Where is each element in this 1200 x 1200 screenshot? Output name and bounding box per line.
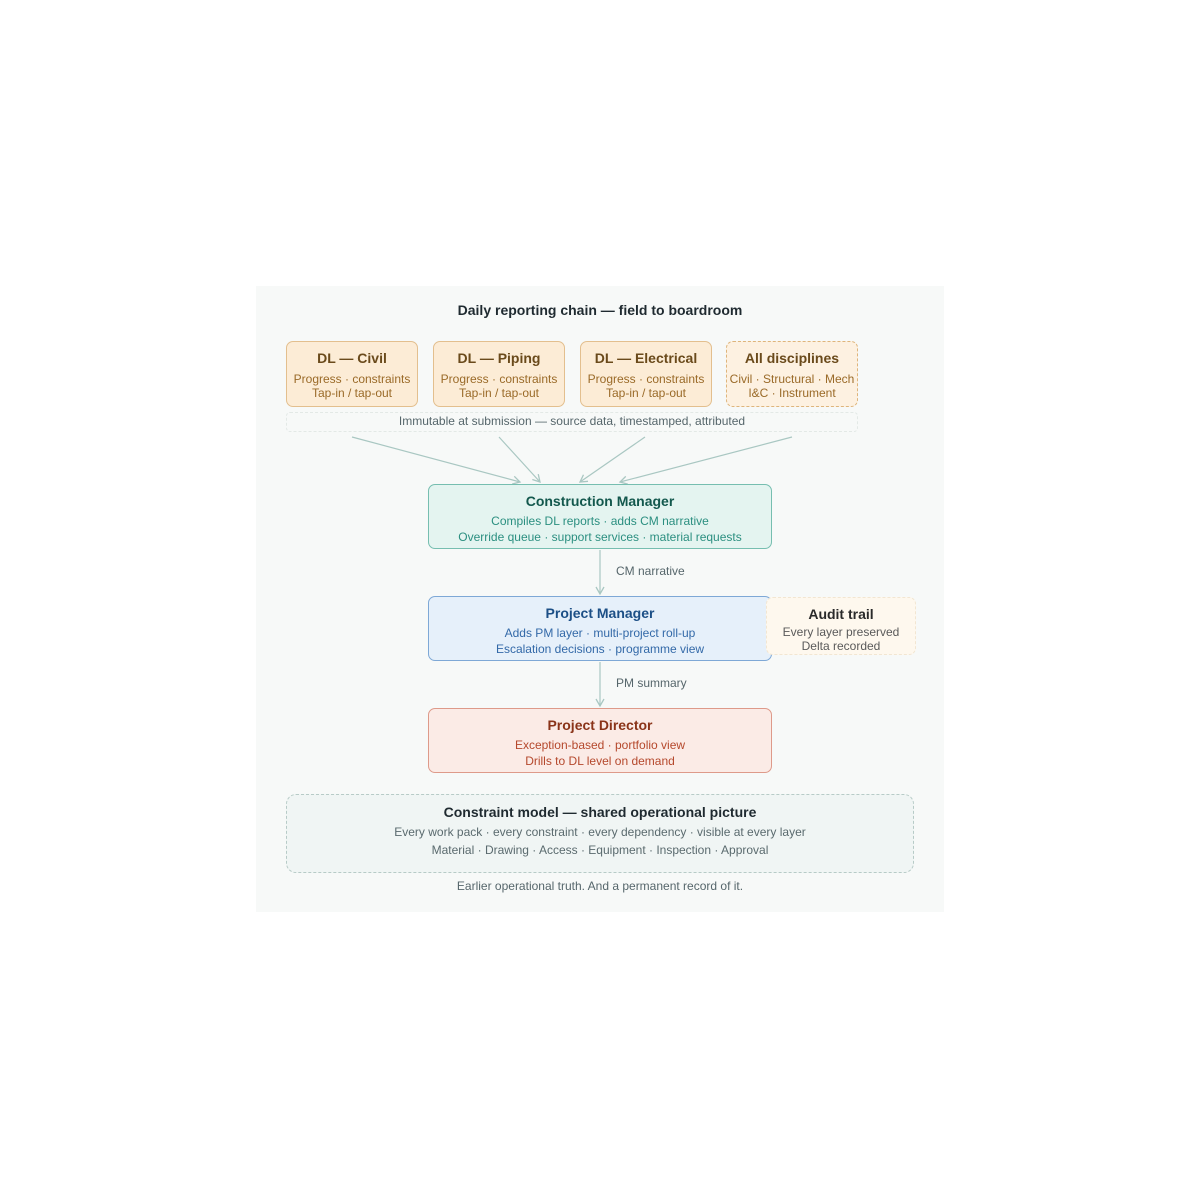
node-project-director — [428, 708, 772, 773]
node-dl-electrical-line2: Tap-in / tap-out — [605, 386, 687, 400]
node-dl-electrical-title: DL — Electrical — [594, 350, 698, 366]
node-dl-civil-title: DL — Civil — [317, 350, 387, 366]
node-dl-electrical-line1: Progress · constraints — [587, 372, 705, 386]
arrow-piping-to-cm — [499, 437, 540, 482]
node-all-disciplines-title: All disciplines — [744, 350, 840, 366]
node-pd-line2: Drills to DL level on demand — [525, 754, 675, 768]
node-constraint-title: Constraint model — shared operational picture — [443, 804, 757, 820]
arrow-electrical-to-cm — [580, 437, 645, 482]
immutable-note: Immutable at submission — source data, timestamped, attributed — [398, 414, 746, 428]
node-cm-line1: Compiles DL reports · adds CM narrative — [491, 514, 709, 528]
node-pm-line1: Adds PM layer · multi-project roll-up — [504, 626, 696, 640]
node-dl-civil-line1: Progress · constraints — [293, 372, 411, 386]
node-pd-title: Project Director — [547, 717, 653, 733]
node-dl-piping-line2: Tap-in / tap-out — [458, 386, 540, 400]
node-audit-trail — [766, 597, 916, 655]
node-audit-line2: Delta recorded — [801, 639, 881, 653]
arrow-all-to-cm — [620, 437, 792, 482]
node-cm-title: Construction Manager — [525, 493, 675, 509]
arrow-civil-to-cm — [352, 437, 520, 482]
node-cm-line2: Override queue · support services · material requests — [458, 530, 742, 544]
node-pm-line2: Escalation decisions · programme view — [495, 642, 705, 656]
node-project-manager — [428, 596, 772, 661]
node-dl-civil-line2: Tap-in / tap-out — [311, 386, 393, 400]
node-constraint-line1: Every work pack · every constraint · every dependency · visible at every layer — [394, 825, 806, 839]
edge-label-cm-narrative: CM narrative — [616, 564, 685, 578]
node-pm-title: Project Manager — [545, 605, 655, 621]
edge-label-pm-summary: PM summary — [616, 676, 687, 690]
node-dl-piping-title: DL — Piping — [457, 350, 541, 366]
node-dl-piping-line1: Progress · constraints — [440, 372, 558, 386]
node-audit-title: Audit trail — [808, 606, 874, 622]
diagram-title: Daily reporting chain — field to boardroom — [457, 302, 743, 318]
node-construction-manager — [428, 484, 772, 549]
node-constraint-line2: Material · Drawing · Access · Equipment · Inspection · Approval — [431, 843, 769, 857]
node-all-disciplines-line1: Civil · Structural · Mech — [729, 372, 855, 386]
node-constraint-model — [286, 794, 914, 873]
node-pd-line1: Exception-based · portfolio view — [514, 738, 686, 752]
footer-caption: Earlier operational truth. And a permanent record of it. — [456, 879, 744, 893]
node-audit-line1: Every layer preserved — [782, 625, 900, 639]
node-all-disciplines-line2: I&C · Instrument — [748, 386, 836, 400]
